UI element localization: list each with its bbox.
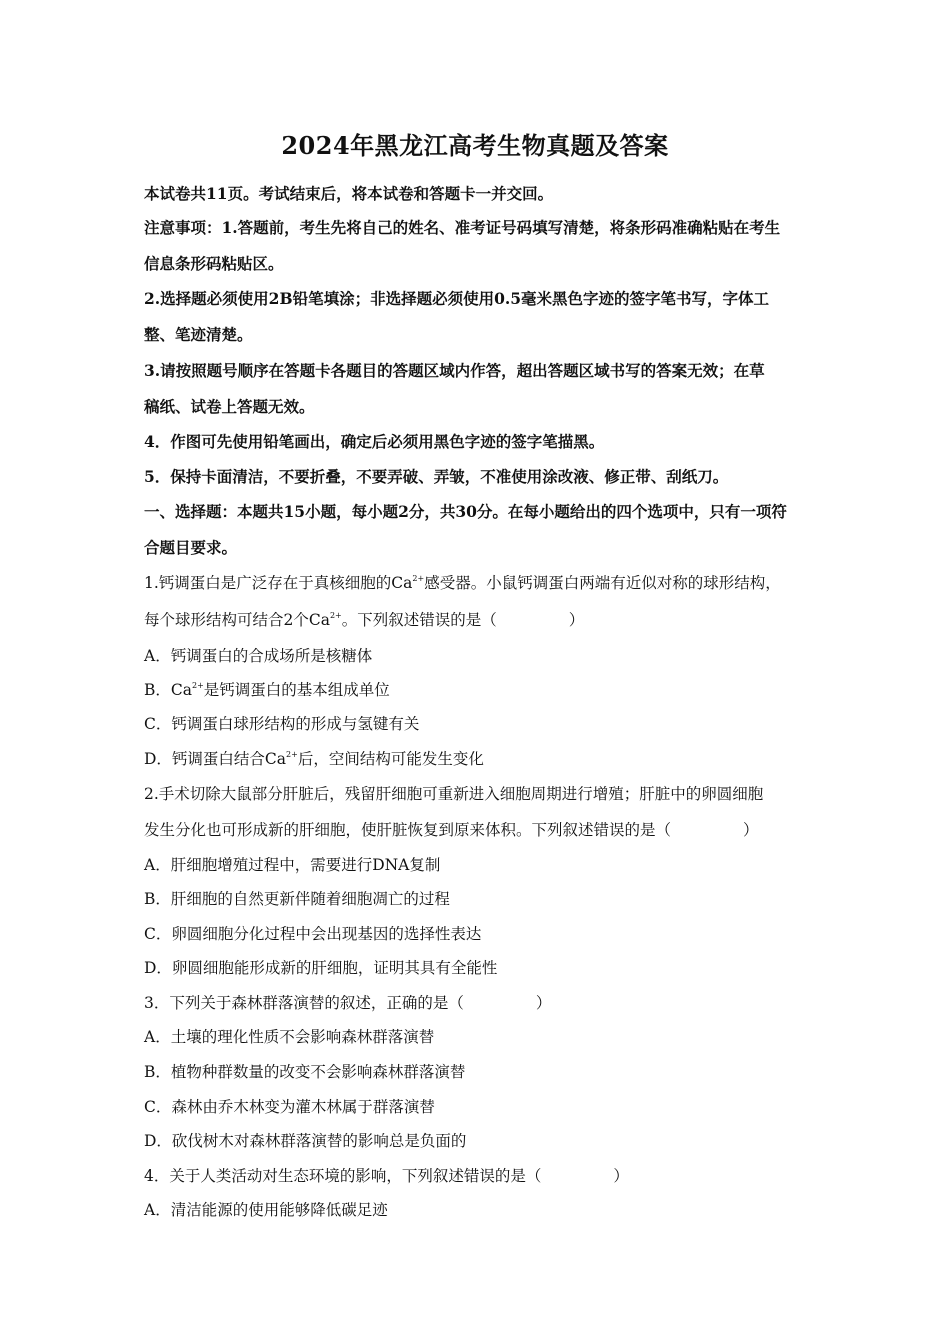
q2-stem-line-1: 2.手术切除大鼠部分肝脏后，残留肝细胞可重新进入细胞周期进行增殖；肝脏中的卵圆细胞 xyxy=(144,785,764,803)
notice-line-2: 注意事项：1.答题前，考生先将自己的姓名、准考证号码填写清楚，将条形码准确粘贴在考生 xyxy=(144,218,781,237)
notice-line-7: 稿纸、试卷上答题无效。 xyxy=(144,397,315,416)
notice-line-1: 本试卷共11页。考试结束后，将本试卷和答题卡一并交回。 xyxy=(144,184,554,203)
notice-line-5: 整、笔迹清楚。 xyxy=(144,325,253,344)
q3-option-b: B．植物种群数量的改变不会影响森林群落演替 xyxy=(144,1063,466,1081)
q1-stem-line-1: 1.钙调蛋白是广泛存在于真核细胞的$Ca^{2+}$感受器。小鼠钙调蛋白两端有近似对称的球形结构， xyxy=(144,574,781,592)
section-heading-line-2: 合题目要求。 xyxy=(144,538,238,557)
q3-option-c: C．森林由乔木林变为灌木林属于群落演替 xyxy=(144,1098,435,1116)
q3-stem: 3．下列关于森林群落演替的叙述，正确的是（ ） xyxy=(144,994,552,1012)
q1-option-c: C．钙调蛋白球形结构的形成与氢键有关 xyxy=(144,715,420,733)
q2-option-b: B．肝细胞的自然更新伴随着细胞凋亡的过程 xyxy=(144,890,450,908)
q1-option-a: A．钙调蛋白的合成场所是核糖体 xyxy=(144,647,373,665)
q4-option-a: A．清洁能源的使用能够降低碳足迹 xyxy=(144,1201,388,1219)
notice-line-3: 信息条形码粘贴区。 xyxy=(144,254,284,273)
notice-line-4: 2.选择题必须使用2B铅笔填涂；非选择题必须使用0.5毫米黑色字迹的签字笔书写，字体工 xyxy=(144,289,770,308)
q2-option-c: C．卵圆细胞分化过程中会出现基因的选择性表达 xyxy=(144,925,482,943)
q3-option-a: A．土壤的理化性质不会影响森林群落演替 xyxy=(144,1028,435,1046)
q2-option-d: D．卵圆细胞能形成新的肝细胞，证明其具有全能性 xyxy=(144,959,498,977)
q1-option-b: B．$Ca^{2+}$是钙调蛋白的基本组成单位 xyxy=(144,681,390,699)
q2-option-a: A．肝细胞增殖过程中，需要进行DNA复制 xyxy=(144,856,441,874)
document-title: 2024年黑龙江高考生物真题及答案 xyxy=(281,131,669,160)
notice-line-8: 4．作图可先使用铅笔画出，确定后必须用黑色字迹的签字笔描黑。 xyxy=(144,432,605,451)
notice-line-9: 5．保持卡面清洁，不要折叠，不要弄破、弄皱，不准使用涂改液、修正带、刮纸刀。 xyxy=(144,467,729,486)
q4-stem: 4．关于人类活动对生态环境的影响，下列叙述错误的是（ ） xyxy=(144,1167,629,1185)
q3-option-d: D．砍伐树木对森林群落演替的影响总是负面的 xyxy=(144,1132,467,1150)
q1-stem-line-2: 每个球形结构可结合2个$Ca^{2+}$。下列叙述错误的是（ ） xyxy=(144,611,585,629)
notice-line-6: 3.请按照题号顺序在答题卡各题目的答题区域内作答，超出答题区域书写的答案无效；在草 xyxy=(144,361,765,380)
section-heading-line-1: 一、选择题：本题共15小题，每小题2分，共30分。在每小题给出的四个选项中，只有一项符 xyxy=(144,502,787,521)
q1-option-d: D．钙调蛋白结合$Ca^{2+}$后，空间结构可能发生变化 xyxy=(144,750,484,768)
q2-stem-line-2: 发生分化也可形成新的肝细胞，使肝脏恢复到原来体积。下列叙述错误的是（ ） xyxy=(144,821,759,839)
